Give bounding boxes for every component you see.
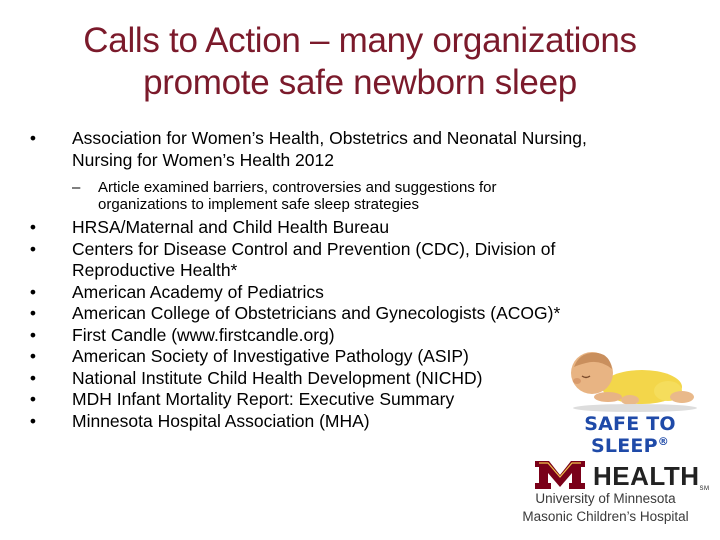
list-item xyxy=(26,303,716,325)
safe-to-sleep-label: SAFE TO SLEEP xyxy=(584,413,676,457)
item-text: American Academy of Pediatrics xyxy=(72,281,324,302)
university-name: University of Minnesota xyxy=(535,491,676,506)
sub-list-item xyxy=(72,179,716,213)
list-item xyxy=(26,239,716,282)
health-label: HEALTH xyxy=(593,461,700,491)
item-text: HRSA/Maternal and Child Health Bureau xyxy=(72,217,390,237)
item-text: American Society of Investigative Pathology (ASIP) xyxy=(72,346,469,366)
bullet-icon: • xyxy=(29,346,37,366)
item-text: Association for Women’s Health, Obstetrics and Neonatal Nursing, xyxy=(72,128,587,148)
list-item xyxy=(26,217,716,239)
bullet-icon: • xyxy=(29,367,37,388)
item-text: Centers for Disease Control and Prevention (CDC), Division of xyxy=(72,238,556,259)
dash-icon: – xyxy=(72,179,81,196)
item-text: American College of Obstetricians and Gynecologists (ACOG)* xyxy=(72,303,561,323)
item-text: MDH Infant Mortality Report: Executive Summary xyxy=(72,389,455,409)
bullet-icon: • xyxy=(29,281,37,302)
sub-item-text: organizations to implement safe sleep strategies xyxy=(98,196,420,213)
registered-mark: ® xyxy=(657,435,669,448)
hospital-name: Masonic Children’s Hospital xyxy=(522,509,689,524)
title-line: Calls to Action – many organizations xyxy=(83,21,637,60)
item-text: National Institute Child Health Development (NICHD) xyxy=(72,367,483,388)
item-text: Minnesota Hospital Association (MHA) xyxy=(72,410,370,431)
service-mark: SM xyxy=(699,486,710,492)
safe-to-sleep-text xyxy=(560,413,700,457)
list-item xyxy=(26,128,716,171)
safe-to-sleep-logo xyxy=(560,345,700,457)
slide-title xyxy=(30,20,690,104)
item-text: Reproductive Health* xyxy=(72,260,238,280)
sub-item-text: Article examined barriers, controversies and suggestions for xyxy=(98,179,497,196)
bullet-icon: • xyxy=(29,324,37,345)
bullet-icon: • xyxy=(29,410,37,431)
item-text: Nursing for Women’s Health 2012 xyxy=(72,149,334,170)
bullet-icon: • xyxy=(29,217,37,237)
item-text: First Candle (www.firstcandle.org) xyxy=(72,324,335,345)
bullet-icon: • xyxy=(29,303,37,323)
bullet-icon: • xyxy=(29,238,37,259)
health-wordmark xyxy=(593,461,710,492)
list-item xyxy=(26,325,716,347)
title-line: promote safe newborn sleep xyxy=(143,63,577,102)
university-m-icon xyxy=(533,459,587,491)
umn-health-logo xyxy=(513,455,710,535)
sleeping-baby-icon xyxy=(560,345,700,415)
bullet-icon: • xyxy=(29,128,37,148)
list-item xyxy=(26,282,716,304)
bullet-icon: • xyxy=(29,389,37,409)
